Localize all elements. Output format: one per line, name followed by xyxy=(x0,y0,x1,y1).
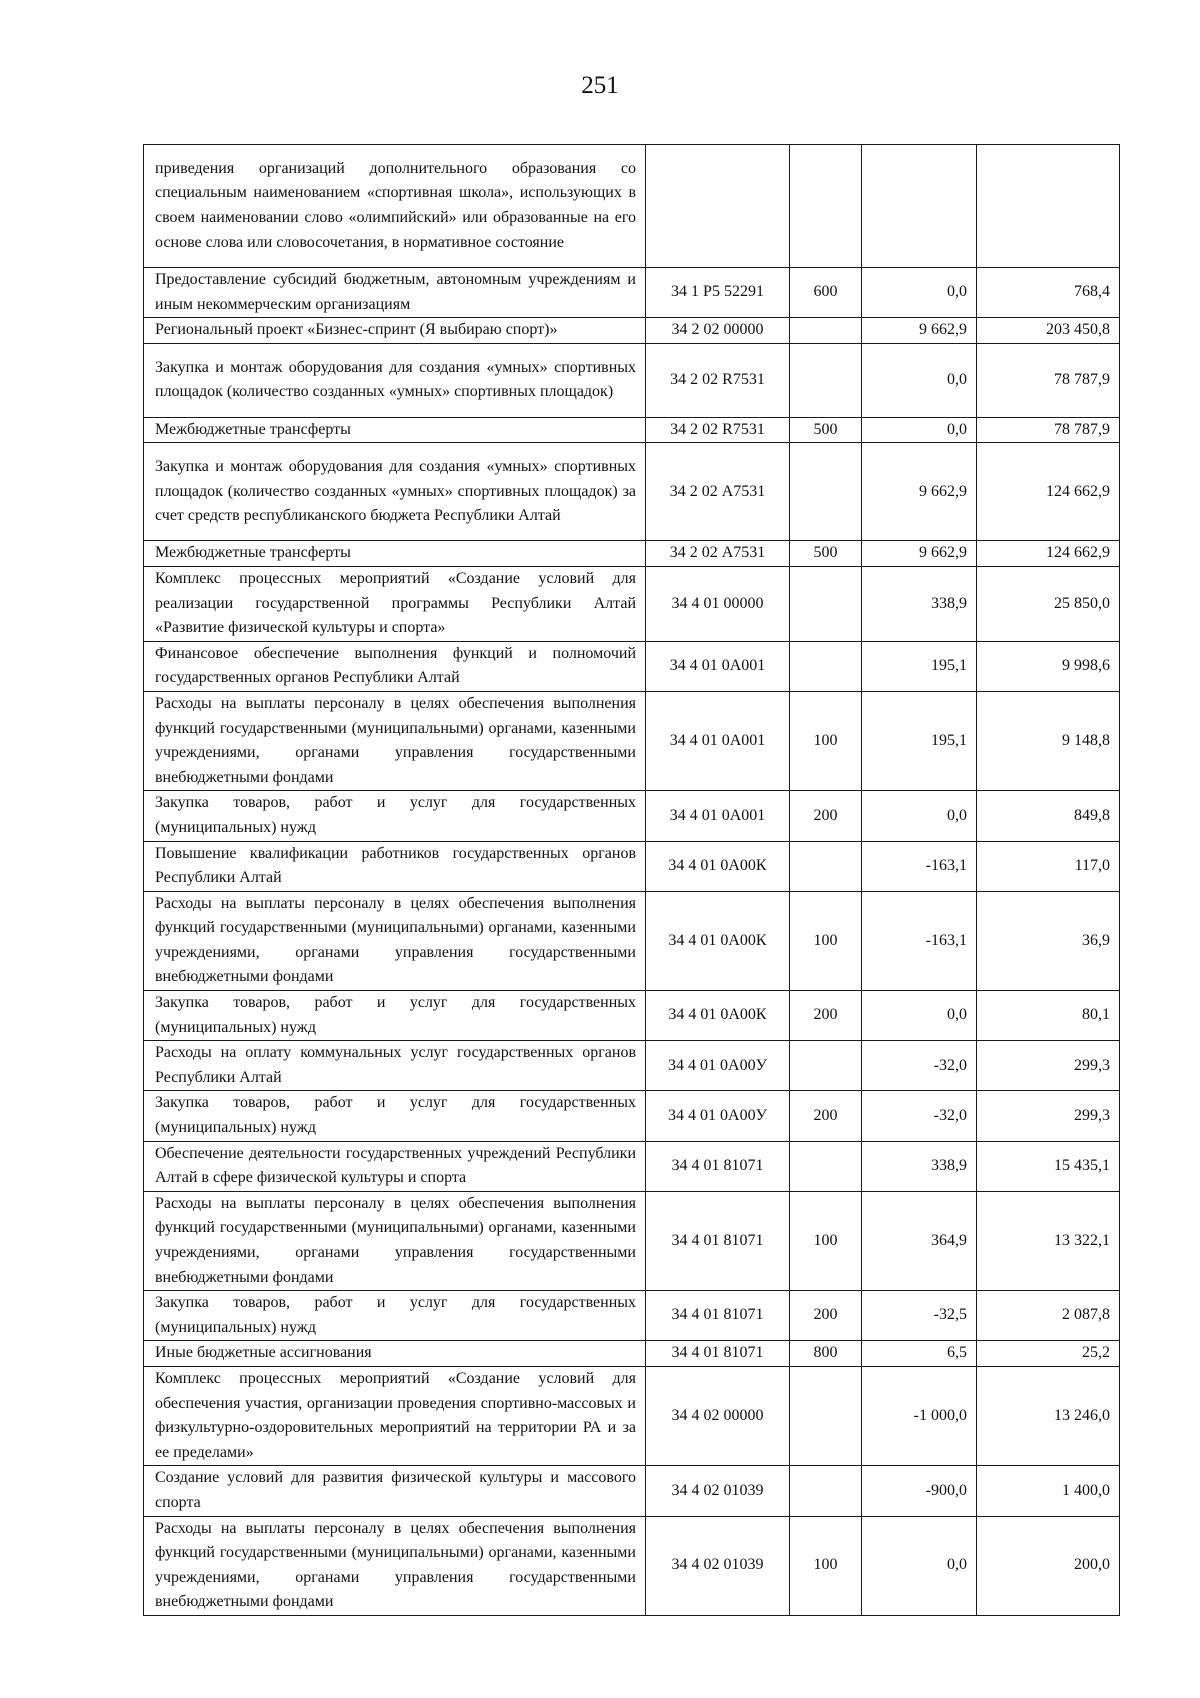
row-name: Создание условий для развития физической культуры и массового спорта xyxy=(144,1466,646,1516)
row-expense-type: 500 xyxy=(790,541,862,567)
row-change: 0,0 xyxy=(862,343,977,417)
row-change: 364,9 xyxy=(862,1191,977,1290)
row-total: 78 787,9 xyxy=(977,417,1120,443)
table-row xyxy=(144,343,1120,417)
row-expense-type: 200 xyxy=(790,791,862,841)
row-code: 34 4 01 81071 xyxy=(646,1291,790,1341)
table-row xyxy=(144,318,1120,344)
row-change: 9 662,9 xyxy=(862,318,977,344)
row-expense-type xyxy=(790,145,862,268)
row-code: 34 2 02 А7531 xyxy=(646,541,790,567)
table-row xyxy=(144,1466,1120,1516)
row-change: 338,9 xyxy=(862,1141,977,1191)
row-name: Расходы на оплату коммунальных услуг государственных органов Республики Алтай xyxy=(144,1041,646,1091)
row-total: 36,9 xyxy=(977,891,1120,990)
row-change: -163,1 xyxy=(862,841,977,891)
row-expense-type: 100 xyxy=(790,891,862,990)
row-change: 338,9 xyxy=(862,566,977,641)
row-code: 34 2 02 R7531 xyxy=(646,343,790,417)
table-row xyxy=(144,1141,1120,1191)
row-expense-type: 200 xyxy=(790,1291,862,1341)
row-name: Закупка товаров, работ и услуг для государственных (муниципальных) нужд xyxy=(144,791,646,841)
row-total: 15 435,1 xyxy=(977,1141,1120,1191)
row-total: 9 148,8 xyxy=(977,691,1120,790)
row-total: 13 246,0 xyxy=(977,1366,1120,1465)
table-row xyxy=(144,791,1120,841)
row-expense-type: 200 xyxy=(790,991,862,1041)
row-change: -32,0 xyxy=(862,1041,977,1091)
row-change: -32,0 xyxy=(862,1091,977,1141)
row-total: 299,3 xyxy=(977,1091,1120,1141)
row-expense-type: 500 xyxy=(790,417,862,443)
row-code: 34 4 01 0А001 xyxy=(646,691,790,790)
row-code: 34 4 01 0А00У xyxy=(646,1091,790,1141)
row-change: 0,0 xyxy=(862,268,977,318)
row-name: Расходы на выплаты персоналу в целях обеспечения выполнения функций государственными (муниципальными) органами, казенными учреждениями, органами управления государственными внебюджетными фондами xyxy=(144,1516,646,1615)
row-expense-type: 100 xyxy=(790,1191,862,1290)
row-name: Региональный проект «Бизнес-спринт (Я выбираю спорт)» xyxy=(144,318,646,344)
table-row xyxy=(144,641,1120,691)
row-name: Предоставление субсидий бюджетным, автономным учреждениям и иным некоммерческим организациям xyxy=(144,268,646,318)
row-name: Комплекс процессных мероприятий «Создание условий для обеспечения участия, организации проведения спортивно-массовых и физкультурно-оздоровительных мероприятий на территории РА и за ее пределами» xyxy=(144,1366,646,1465)
row-name: Расходы на выплаты персоналу в целях обеспечения выполнения функций государственными (муниципальными) органами, казенными учреждениями, органами управления государственными внебюджетными фондами xyxy=(144,1191,646,1290)
table-row xyxy=(144,1291,1120,1341)
row-change: -900,0 xyxy=(862,1466,977,1516)
row-expense-type: 100 xyxy=(790,1516,862,1615)
row-change: 0,0 xyxy=(862,991,977,1041)
row-change: 6,5 xyxy=(862,1341,977,1367)
budget-table xyxy=(143,144,1120,1616)
row-expense-type xyxy=(790,841,862,891)
row-total: 9 998,6 xyxy=(977,641,1120,691)
row-code: 34 1 Р5 52291 xyxy=(646,268,790,318)
row-name: Расходы на выплаты персоналу в целях обеспечения выполнения функций государственными (муниципальными) органами, казенными учреждениями, органами управления государственными внебюджетными фондами xyxy=(144,891,646,990)
row-total: 124 662,9 xyxy=(977,443,1120,541)
row-total: 849,8 xyxy=(977,791,1120,841)
row-expense-type xyxy=(790,318,862,344)
row-code xyxy=(646,145,790,268)
row-name: Расходы на выплаты персоналу в целях обеспечения выполнения функций государственными (муниципальными) органами, казенными учреждениями, органами управления государственными внебюджетными фондами xyxy=(144,691,646,790)
row-change: 9 662,9 xyxy=(862,443,977,541)
row-expense-type xyxy=(790,566,862,641)
row-code: 34 4 02 01039 xyxy=(646,1516,790,1615)
row-change: 9 662,9 xyxy=(862,541,977,567)
table-row xyxy=(144,841,1120,891)
row-expense-type xyxy=(790,1466,862,1516)
row-code: 34 4 02 01039 xyxy=(646,1466,790,1516)
row-change: -163,1 xyxy=(862,891,977,990)
row-name: Комплекс процессных мероприятий «Создание условий для реализации государственной программы Республики Алтай «Развитие физической культуры и спорта» xyxy=(144,566,646,641)
row-total: 13 322,1 xyxy=(977,1191,1120,1290)
row-total: 25,2 xyxy=(977,1341,1120,1367)
row-total: 768,4 xyxy=(977,268,1120,318)
row-name: Повышение квалификации работников государственных органов Республики Алтай xyxy=(144,841,646,891)
row-total: 200,0 xyxy=(977,1516,1120,1615)
table-row xyxy=(144,691,1120,790)
table-row xyxy=(144,1191,1120,1290)
row-expense-type xyxy=(790,641,862,691)
row-total: 80,1 xyxy=(977,991,1120,1041)
row-total: 203 450,8 xyxy=(977,318,1120,344)
row-name: приведения организаций дополнительного образования со специальным наименованием «спортивная школа», использующих в своем наименовании слово «олимпийский» или образованные на его основе слова или словосочетания, в нормативное состояние xyxy=(144,145,646,268)
row-name: Закупка товаров, работ и услуг для государственных (муниципальных) нужд xyxy=(144,1091,646,1141)
row-code: 34 4 01 0А00К xyxy=(646,841,790,891)
row-change: 0,0 xyxy=(862,1516,977,1615)
row-change: 195,1 xyxy=(862,641,977,691)
table-row xyxy=(144,417,1120,443)
row-change xyxy=(862,145,977,268)
row-code: 34 4 01 0А001 xyxy=(646,791,790,841)
table-row xyxy=(144,443,1120,541)
table-row xyxy=(144,566,1120,641)
row-total: 299,3 xyxy=(977,1041,1120,1091)
table-row xyxy=(144,541,1120,567)
row-total: 124 662,9 xyxy=(977,541,1120,567)
table-row xyxy=(144,1341,1120,1367)
table-row xyxy=(144,1091,1120,1141)
row-expense-type xyxy=(790,343,862,417)
row-name: Финансовое обеспечение выполнения функций и полномочий государственных органов Республики Алтай xyxy=(144,641,646,691)
row-expense-type: 100 xyxy=(790,691,862,790)
table-row xyxy=(144,1516,1120,1615)
row-expense-type xyxy=(790,1141,862,1191)
row-code: 34 4 02 00000 xyxy=(646,1366,790,1465)
row-code: 34 4 01 0А001 xyxy=(646,641,790,691)
row-name: Закупка и монтаж оборудования для создания «умных» спортивных площадок (количество созданных «умных» спортивных площадок) за счет средств республиканского бюджета Республики Алтай xyxy=(144,443,646,541)
row-total: 117,0 xyxy=(977,841,1120,891)
row-expense-type xyxy=(790,1041,862,1091)
row-expense-type: 600 xyxy=(790,268,862,318)
row-expense-type xyxy=(790,443,862,541)
row-name: Межбюджетные трансферты xyxy=(144,417,646,443)
row-name: Обеспечение деятельности государственных учреждений Республики Алтай в сфере физической культуры и спорта xyxy=(144,1141,646,1191)
row-code: 34 2 02 00000 xyxy=(646,318,790,344)
row-change: 0,0 xyxy=(862,791,977,841)
row-total: 1 400,0 xyxy=(977,1466,1120,1516)
page-number: 251 xyxy=(581,72,619,99)
row-name: Закупка товаров, работ и услуг для государственных (муниципальных) нужд xyxy=(144,1291,646,1341)
row-code: 34 4 01 00000 xyxy=(646,566,790,641)
row-total: 25 850,0 xyxy=(977,566,1120,641)
row-expense-type: 200 xyxy=(790,1091,862,1141)
row-code: 34 4 01 0А00К xyxy=(646,891,790,990)
row-code: 34 2 02 А7531 xyxy=(646,443,790,541)
row-expense-type: 800 xyxy=(790,1341,862,1367)
row-change: -1 000,0 xyxy=(862,1366,977,1465)
row-total: 78 787,9 xyxy=(977,343,1120,417)
row-code: 34 4 01 0А00У xyxy=(646,1041,790,1091)
row-change: -32,5 xyxy=(862,1291,977,1341)
row-code: 34 4 01 0А00К xyxy=(646,991,790,1041)
table-row xyxy=(144,991,1120,1041)
row-name: Закупка товаров, работ и услуг для государственных (муниципальных) нужд xyxy=(144,991,646,1041)
row-total xyxy=(977,145,1120,268)
row-name: Иные бюджетные ассигнования xyxy=(144,1341,646,1367)
table-row xyxy=(144,891,1120,990)
table-row xyxy=(144,145,1120,268)
table-row xyxy=(144,1041,1120,1091)
row-total: 2 087,8 xyxy=(977,1291,1120,1341)
table-row xyxy=(144,268,1120,318)
row-code: 34 4 01 81071 xyxy=(646,1341,790,1367)
row-code: 34 2 02 R7531 xyxy=(646,417,790,443)
table-row xyxy=(144,1366,1120,1465)
row-code: 34 4 01 81071 xyxy=(646,1141,790,1191)
row-change: 0,0 xyxy=(862,417,977,443)
row-expense-type xyxy=(790,1366,862,1465)
row-code: 34 4 01 81071 xyxy=(646,1191,790,1290)
row-name: Закупка и монтаж оборудования для создания «умных» спортивных площадок (количество созданных «умных» спортивных площадок) xyxy=(144,343,646,417)
row-change: 195,1 xyxy=(862,691,977,790)
row-name: Межбюджетные трансферты xyxy=(144,541,646,567)
